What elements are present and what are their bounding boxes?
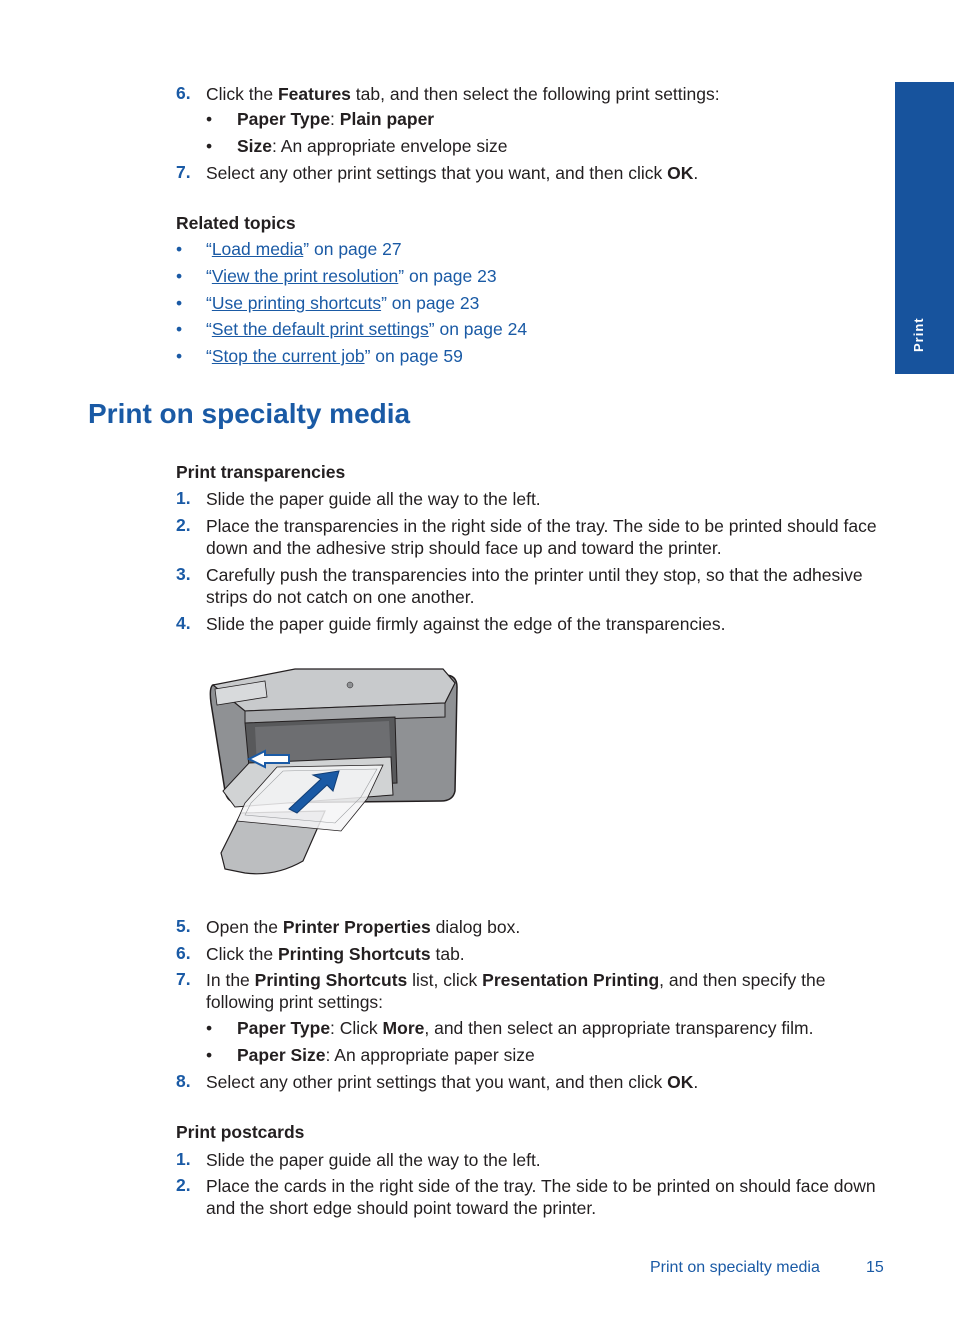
step-text: Place the transparencies in the right side of the tray. The side to be printed should face down and the adhesive strip should face up and toward the printer.	[206, 516, 877, 558]
step-text: Carefully push the transparencies into the printer until they stop, so that the adhesive strips do not catch on one another.	[206, 565, 863, 607]
step-number: 5.	[176, 916, 191, 936]
step-text: Click the Features tab, and then select the following print settings:	[206, 84, 720, 104]
step-text: Select any other print settings that you want, and then click OK.	[206, 1072, 699, 1092]
step-text: Place the cards in the right side of the tray. The side to be printed on should face down and the short edge should point toward the printer.	[206, 1176, 876, 1218]
step-number: 4.	[176, 613, 191, 633]
related-topics-heading: Related topics	[176, 213, 296, 233]
step-text: Slide the paper guide all the way to the left.	[206, 489, 541, 509]
step-number: 1.	[176, 1149, 191, 1169]
bullet-marker: •	[206, 136, 213, 156]
section-title: Print on specialty media	[88, 398, 411, 429]
bullet-marker: •	[176, 239, 183, 259]
step-text: In the Printing Shortcuts list, click Presentation Printing, and then specify the following print settings:	[206, 970, 826, 1012]
bullet-marker: •	[176, 319, 183, 339]
step-number: 3.	[176, 564, 191, 584]
transparencies-heading: Print transparencies	[176, 462, 346, 482]
step-text: Slide the paper guide all the way to the left.	[206, 1150, 541, 1170]
bullet-text: Paper Size: An appropriate paper size	[237, 1045, 535, 1065]
printer-illustration	[205, 663, 460, 878]
bullet-marker: •	[206, 109, 213, 129]
step-number: 1.	[176, 488, 191, 508]
related-link-print-resolution[interactable]: “View the print resolution” on page 23	[206, 266, 497, 286]
step-text: Click the Printing Shortcuts tab.	[206, 944, 465, 964]
bullet-text: Paper Type: Click More, and then select an appropriate transparency film.	[237, 1018, 814, 1038]
step-text: Open the Printer Properties dialog box.	[206, 917, 521, 937]
chapter-tab-label: Print	[911, 317, 926, 352]
step-number: 2.	[176, 515, 191, 535]
step-text: Select any other print settings that you want, and then click OK.	[206, 163, 699, 183]
bullet-marker: •	[206, 1018, 213, 1038]
bullet-marker: •	[176, 266, 183, 286]
related-link-default-settings[interactable]: “Set the default print settings” on page 24	[206, 319, 528, 339]
footer-section-title: Print on specialty media	[650, 1259, 820, 1276]
related-link-printing-shortcuts[interactable]: “Use printing shortcuts” on page 23	[206, 293, 480, 313]
bullet-text: Size: An appropriate envelope size	[237, 136, 508, 156]
postcards-heading: Print postcards	[176, 1122, 305, 1142]
page-number: 15	[866, 1259, 884, 1276]
step-number: 7.	[176, 162, 191, 182]
step-number: 2.	[176, 1175, 191, 1195]
bullet-text: Paper Type: Plain paper	[237, 109, 435, 129]
step-number: 6.	[176, 83, 191, 103]
bullet-marker: •	[176, 293, 183, 313]
step-text: Slide the paper guide firmly against the edge of the transparencies.	[206, 614, 726, 634]
bullet-marker: •	[206, 1045, 213, 1065]
step-number: 6.	[176, 943, 191, 963]
related-link-stop-job[interactable]: “Stop the current job” on page 59	[206, 346, 463, 366]
step-number: 7.	[176, 969, 191, 989]
related-link-load-media[interactable]: “Load media” on page 27	[206, 239, 402, 259]
step-number: 8.	[176, 1071, 191, 1091]
bullet-marker: •	[176, 346, 183, 366]
